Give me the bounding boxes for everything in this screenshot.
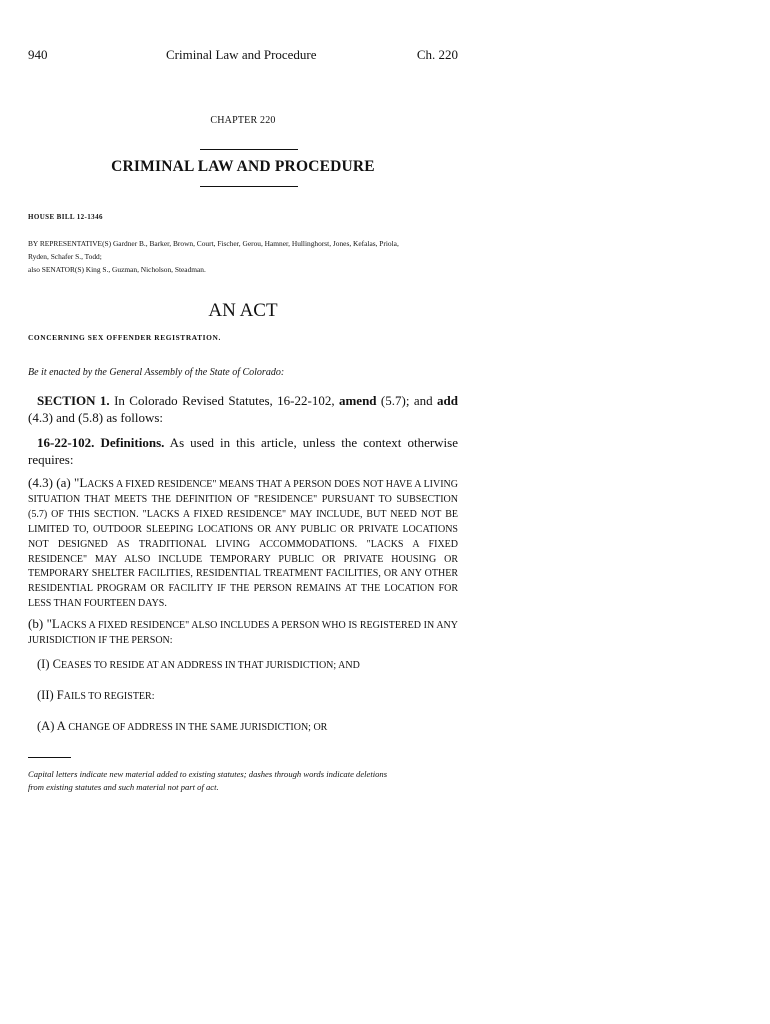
footnote-rule: [28, 757, 71, 758]
subsection-4-3-b: (b) "LACKS A FIXED RESIDENCE" ALSO INCLUDES A PERSON WHO IS REGISTERED IN ANY JURISDICTION IF THE PERSON:: [28, 616, 458, 646]
sponsors-line: Ryden, Schafer S., Todd;: [28, 252, 102, 261]
sponsors-line: also SENATOR(S) King S., Guzman, Nicholson, Steadman.: [28, 265, 206, 274]
chapter-title: CRIMINAL LAW AND PROCEDURE: [111, 158, 375, 175]
footnote-line: Capital letters indicate new material added to existing statutes; dashes through words indicate deletions: [28, 769, 388, 779]
sponsors-block: [28, 237, 460, 276]
statute-page: [28, 0, 458, 1024]
running-title: Criminal Law and Procedure: [166, 47, 317, 62]
section-label: SECTION 1.: [37, 393, 110, 408]
enacting-clause: Be it enacted by the General Assembly of the State of Colorado:: [28, 367, 285, 378]
title-rule-top: [200, 149, 298, 150]
item-ii: (II) FAILS TO REGISTER:: [37, 688, 155, 702]
act-subject: CONCERNING SEX OFFENDER REGISTRATION.: [28, 333, 221, 342]
add-keyword: add: [437, 393, 458, 408]
title-rule-bottom: [200, 186, 298, 187]
sponsors-line: BY REPRESENTATIVE(S) Gardner B., Barker, Brown, Court, Fischer, Gerou, Hamner, Hullinghorst, Jones, Kefalas, Priola,: [28, 239, 399, 248]
item-i: (I) CEASES TO RESIDE AT AN ADDRESS IN THAT JURISDICTION; AND: [37, 657, 360, 671]
footnote-line: from existing statutes and such material not part of act.: [28, 781, 219, 792]
footnote: [28, 768, 460, 793]
chapter-label: CHAPTER 220: [210, 115, 276, 126]
amend-keyword: amend: [338, 393, 377, 408]
act-heading: AN ACT: [208, 300, 278, 321]
bill-number: HOUSE BILL 12-1346: [28, 213, 103, 221]
item-a: (A) A CHANGE OF ADDRESS IN THE SAME JURISDICTION; OR: [37, 719, 328, 733]
subsection-4-3-a: (4.3) (a) "LACKS A FIXED RESIDENCE" MEANS THAT A PERSON DOES NOT HAVE A LIVING SITUATION THAT MEETS THE DEFINITION OF "RESIDENCE" PURSUANT TO SUBSECTION (5.7) OF THIS SECTION. "LACKS A FIXED RESIDENCE" MAY INCLUDE, BUT NEED NOT BE LIMITED TO, OUTDOOR SLEEPING LOCATIONS OR ANY PUBLIC OR PRIVATE LOCATIONS NOT DESIGNED AS TRADITIONAL LIVING ACCOMMODATIONS. "LACKS A FIXED RESIDENCE" MAY ALSO INCLUDE TEMPORARY PUBLIC OR PRIVATE HOUSING OR TEMPORARY SHELTER FACILITIES, RESIDENTIAL TREATMENT FACILITIES, OR ANY OTHER RESIDENTIAL PROGRAM OR FACILITY IF THE PERSON REMAINS AT THE LOCATION FOR LESS THAN FOURTEEN DAYS.: [28, 475, 458, 610]
section-1-paragraph: SECTION 1. In Colorado Revised Statutes, 16-22-102, amend (5.7); and add (4.3) and (5.8) as follows:: [28, 393, 458, 425]
definitions-heading: Definitions.: [100, 435, 165, 450]
definitions-paragraph: 16-22-102. Definitions. As used in this article, unless the context otherwise requires:: [28, 435, 458, 467]
page-number: 940: [28, 47, 48, 62]
running-header: [28, 47, 458, 65]
chapter-reference: Ch. 220: [416, 47, 458, 62]
statute-number: 16-22-102.: [37, 435, 95, 450]
